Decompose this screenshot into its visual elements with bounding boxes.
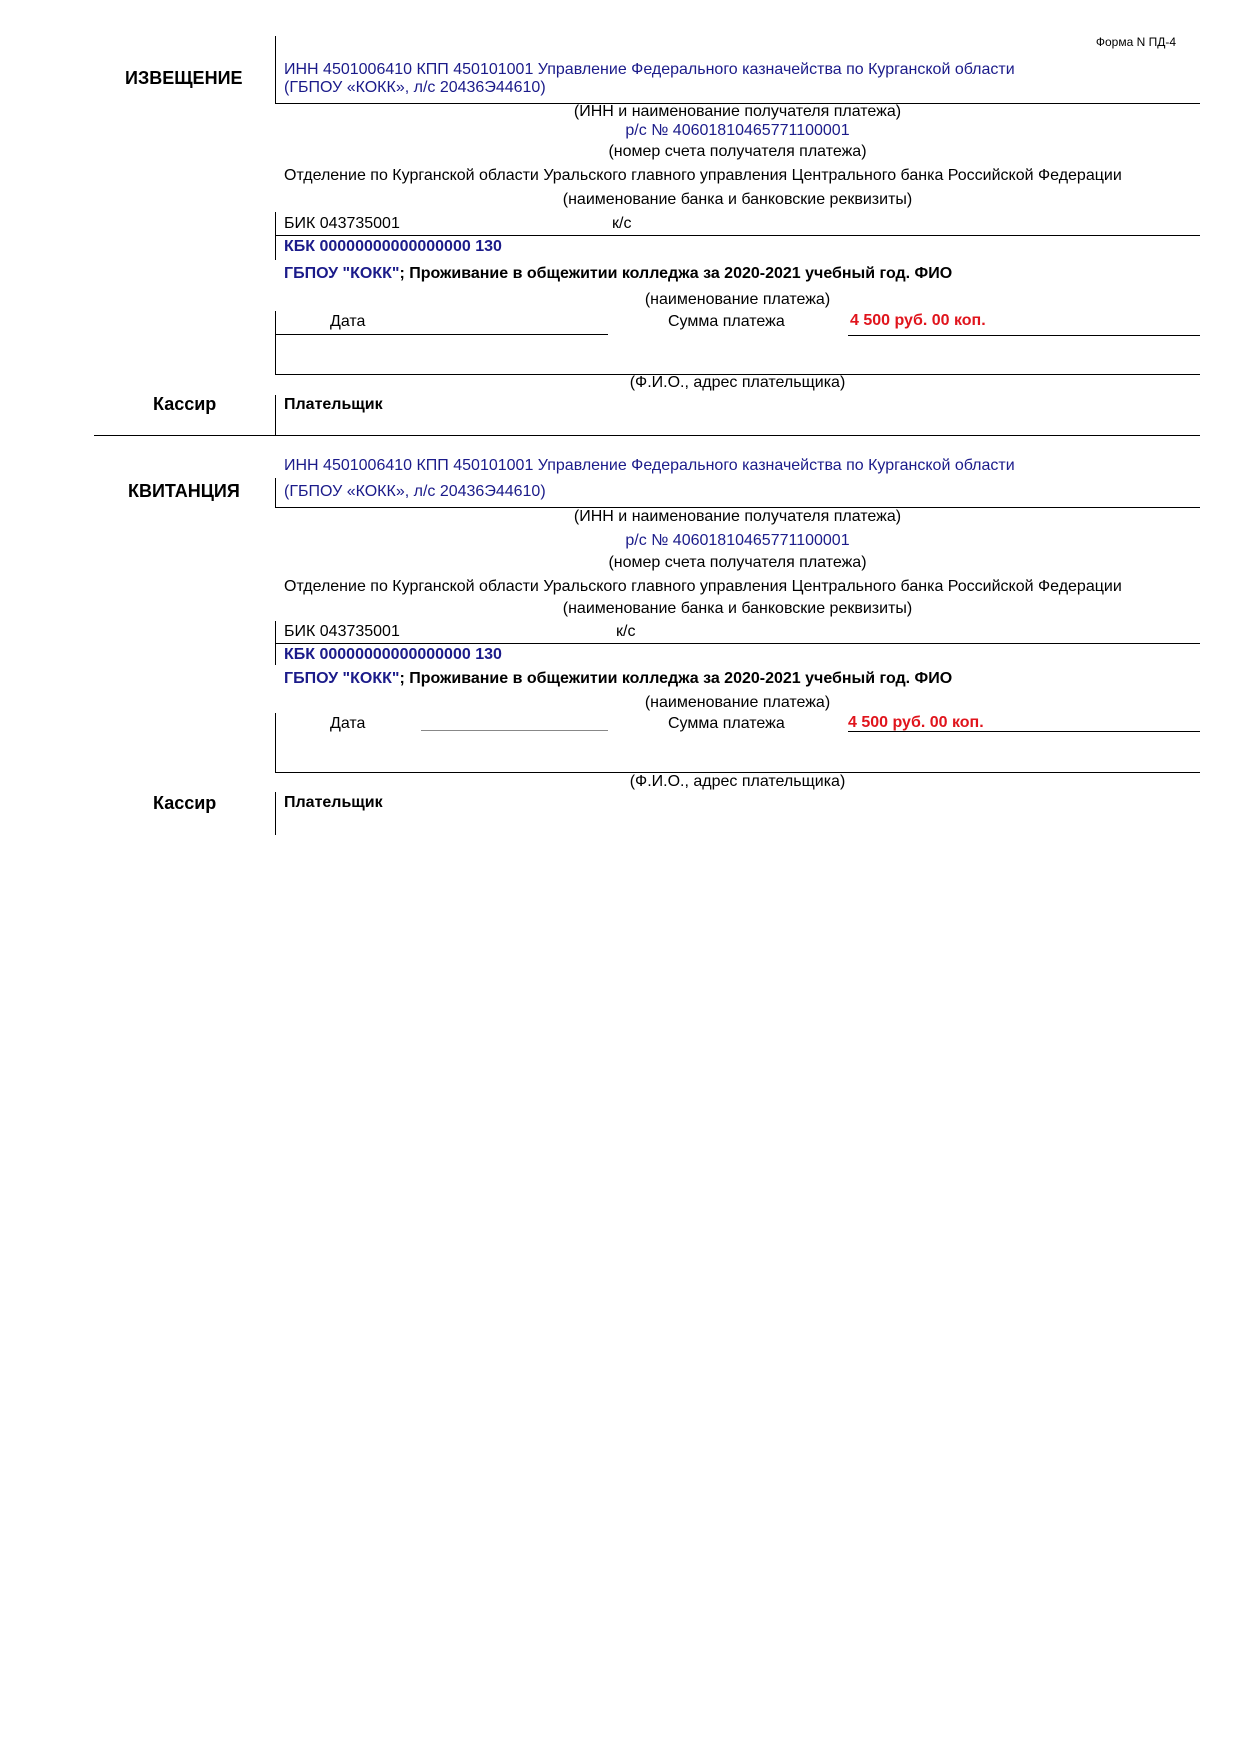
recipient-line2: (ГБПОУ «КОКК», л/с 20436Э44610): [284, 483, 546, 500]
bik: БИК 043735001: [284, 623, 400, 640]
purpose-text: ; Проживание в общежитии колледжа за 2020-2021 учебный год. ФИО: [399, 670, 953, 687]
payer-label: Плательщик: [284, 396, 383, 413]
date-sum-border: [275, 311, 276, 375]
ks-label: к/с: [612, 215, 632, 232]
recipient-caption: (ИНН и наименование получателя платежа): [573, 103, 902, 120]
bik-border: [275, 212, 276, 260]
date-label: Дата: [330, 715, 366, 732]
bik: БИК 043735001: [284, 215, 400, 232]
payer-caption: (Ф.И.О., адрес плательщика): [629, 374, 846, 391]
sum-label: Сумма платежа: [668, 313, 785, 330]
kbk: КБК 00000000000000000 130: [284, 646, 502, 663]
purpose-caption: (наименование платежа): [644, 694, 831, 711]
cut-line: [94, 435, 1200, 436]
payer-label: Плательщик: [284, 794, 383, 811]
sum-underline: [848, 731, 1200, 732]
date-field[interactable]: [421, 730, 608, 731]
sum-value: 4 500 руб. 00 коп.: [848, 714, 984, 731]
sum-value: 4 500 руб. 00 коп.: [850, 312, 986, 329]
recipient-line1: ИНН 4501006410 КПП 450101001 Управление Федерального казначейства по Курганской области: [284, 457, 1015, 474]
account-number: р/с № 40601810465771100001: [625, 532, 850, 549]
bank-name: Отделение по Курганской области Уральского главного управления Центрального банка Российской Федерации: [284, 167, 1122, 184]
sum-underline: [848, 335, 1200, 336]
purpose-text: ; Проживание в общежитии колледжа за 2020-2021 учебный год. ФИО: [399, 265, 953, 282]
account-number: р/с № 40601810465771100001: [625, 122, 850, 139]
purpose-caption: (наименование платежа): [644, 291, 831, 308]
payer-caption: (Ф.И.О., адрес плательщика): [629, 773, 846, 790]
bik-underline: [275, 643, 1200, 644]
cashier-label: Кассир: [153, 394, 217, 414]
date-sum-border: [275, 713, 276, 773]
bank-caption: (наименование банка и банковские реквизиты): [562, 191, 913, 208]
form-label: Форма N ПД-4: [1095, 35, 1176, 49]
bank-caption: (наименование банка и банковские реквизиты): [562, 600, 913, 617]
bik-underline: [275, 235, 1200, 236]
purpose-org: ГБПОУ "КОКК": [284, 670, 400, 687]
date-label: Дата: [330, 313, 366, 330]
bank-name: Отделение по Курганской области Уральского главного управления Центрального банка Российской Федерации: [284, 578, 1122, 595]
receipt-top-border: [275, 478, 276, 508]
recipient-line2: (ГБПОУ «КОКК», л/с 20436Э44610): [284, 79, 546, 96]
sum-label: Сумма платежа: [668, 715, 785, 732]
cashier-label: Кассир: [153, 793, 217, 813]
ks-label: к/с: [616, 623, 636, 640]
purpose-org: ГБПОУ "КОКК": [284, 265, 400, 282]
account-caption: (номер счета получателя платежа): [608, 143, 867, 160]
recipient-caption: (ИНН и наименование получателя платежа): [573, 508, 902, 525]
kbk: КБК 00000000000000000 130: [284, 238, 502, 255]
recipient-line1: ИНН 4501006410 КПП 450101001 Управление Федерального казначейства по Курганской области: [284, 61, 1015, 78]
notice-title: ИЗВЕЩЕНИЕ: [125, 68, 243, 88]
date-field[interactable]: [275, 334, 608, 335]
payer-border: [275, 395, 276, 435]
notice-top-border: [275, 36, 276, 104]
payer-border: [275, 792, 276, 835]
payment-purpose: [284, 265, 952, 283]
payment-purpose: [284, 670, 952, 688]
receipt-title: КВИТАНЦИЯ: [128, 481, 240, 501]
account-caption: (номер счета получателя платежа): [608, 554, 867, 571]
